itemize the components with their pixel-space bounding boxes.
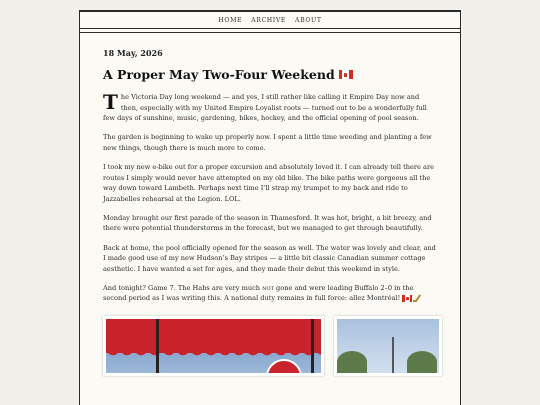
tree: [337, 351, 367, 373]
post-title-text: A Proper May Two-Four Weekend: [103, 67, 335, 82]
blog-page: [79, 10, 461, 405]
post-paragraph-2: The garden is beginning to wake up properly now. I spent a little time weeding and planting a few new things, though there is much more to come.: [103, 133, 432, 152]
awning-scallops: [106, 349, 321, 359]
parade-photo-image: [106, 319, 321, 373]
post-title: [103, 67, 437, 82]
photo-row: [103, 316, 437, 376]
post-paragraph-5: Back at home, the pool officially opened for the season as well. The water was lovely and clear, and I made good use of my new Hudson’s Bay stripes — a little bit classic Canadian summer cottage aesthetic. I have wanted a set for ages, and they made their debut this weekend in style.: [103, 243, 436, 273]
nav-archive-link[interactable]: ARCHIVE: [251, 16, 287, 24]
tent-pole: [156, 319, 159, 373]
blog-post: [80, 33, 460, 376]
paragraph-6-after: gone and were leading Buffalo 2–0 in the second period as I was writing this. A national duty remains in full force: allez Montréal!: [103, 283, 414, 303]
canada-flag-icon: [402, 295, 412, 302]
round-sign: [266, 359, 302, 373]
red-awning: [106, 319, 321, 353]
post-paragraph-6: [103, 283, 437, 304]
hockey-stick-icon: [412, 295, 422, 302]
post-paragraph-4: Monday brought our first parade of the season in Thamesford. It was hot, bright, a bit breezy, and there were potential thunderstorms in the forecast, but we managed to get through beautifully.: [103, 213, 432, 233]
top-nav: [80, 12, 460, 29]
post-date: 18 May, 2026: [103, 48, 163, 58]
canada-flag-icon: [339, 70, 353, 79]
paragraph-1-text: he Victoria Day long weekend — and yes, I still rather like calling it Empire Day now and then, especially with my United Empire Loyalist roots — turned out to be a wonderfully full few days of sunshine, music, gardening, bikes, hockey, and the official opening of pool season.: [103, 93, 427, 123]
sky-photo-image: [337, 319, 439, 373]
parade-photo[interactable]: [103, 316, 324, 376]
tent-pole: [311, 319, 314, 373]
paragraph-6-before: And tonight? Game 7. The Habs are very much: [103, 283, 263, 292]
tree: [407, 351, 437, 373]
drop-cap: T: [103, 89, 118, 114]
emphasis-not: not: [262, 283, 274, 292]
tower: [392, 337, 394, 373]
sky-photo[interactable]: [334, 316, 442, 376]
nav-about-link[interactable]: ABOUT: [295, 16, 322, 24]
post-paragraph-1: [103, 89, 437, 124]
nav-home-link[interactable]: HOME: [218, 16, 243, 24]
post-paragraph-3: I took my new e-bike out for a proper excursion and absolutely loved it. I can already tell there are routes I simply would never have attempted on my old bike. The bike paths were gorgeous all the way down toward Lambeth. Perhaps next time I’ll strap my trumpet to my back and ride to Jazzabelles rehearsal at the Legion. LOL.: [103, 162, 435, 203]
